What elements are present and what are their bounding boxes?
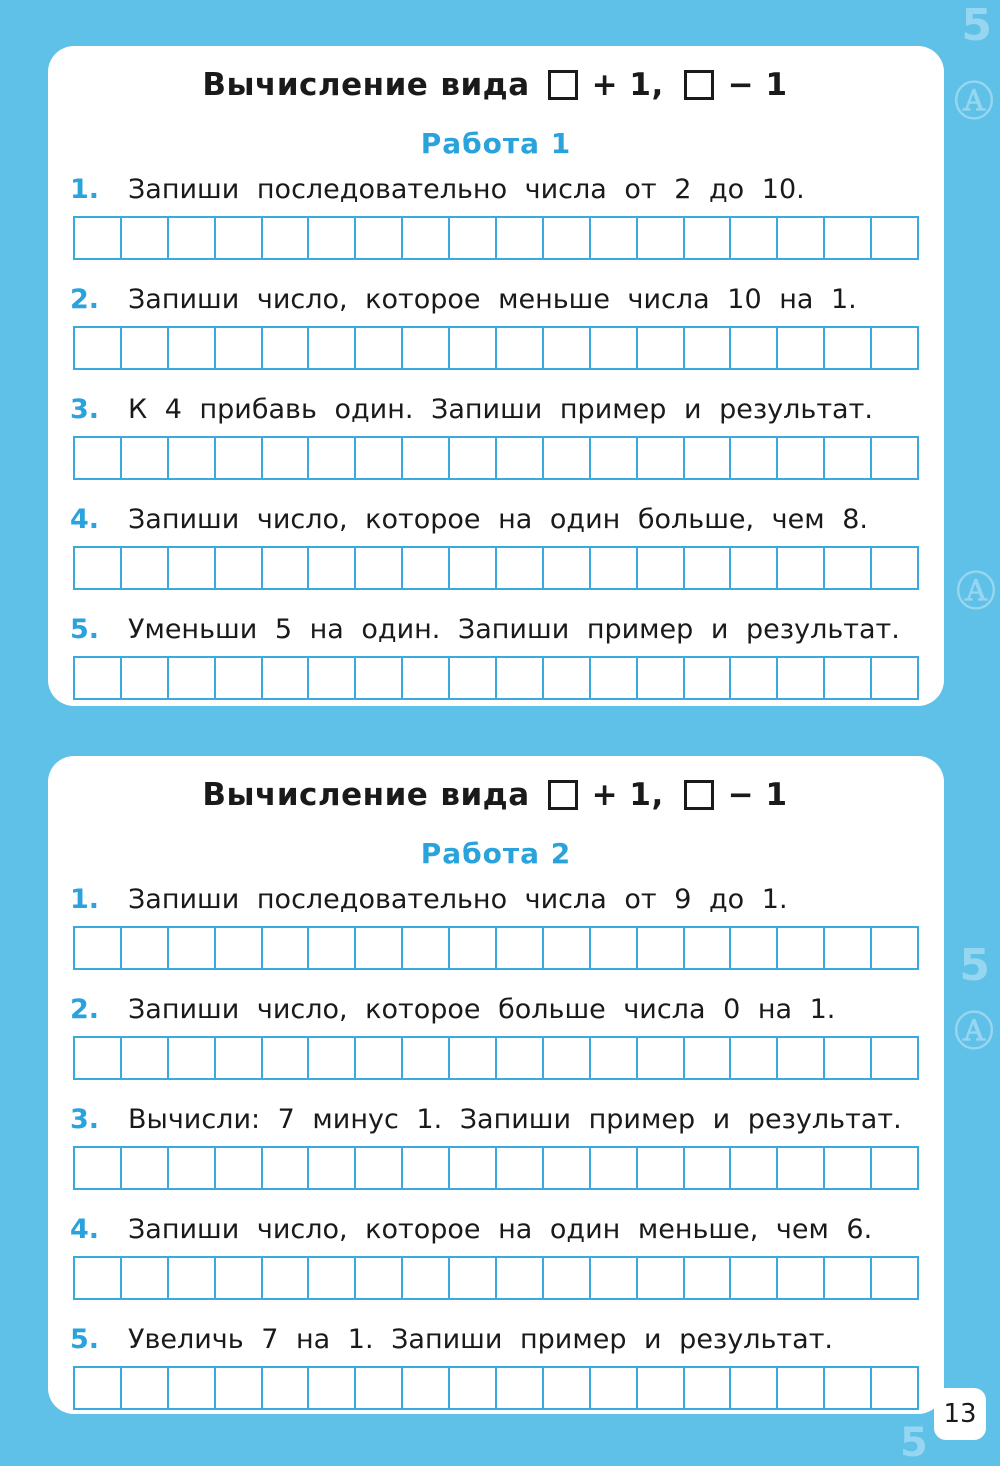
grid-cell[interactable] xyxy=(309,1038,356,1078)
grid-cell[interactable] xyxy=(825,1258,872,1298)
heading-plus-one: + 1, xyxy=(591,777,664,813)
grid-cell[interactable] xyxy=(731,1038,778,1078)
grid-cell[interactable] xyxy=(778,1148,825,1188)
grid-cell[interactable] xyxy=(75,928,122,968)
grid-cell[interactable] xyxy=(263,218,310,258)
worksheet-card-1 xyxy=(48,46,944,706)
grid-cell[interactable] xyxy=(544,658,591,698)
grid-cell[interactable] xyxy=(309,928,356,968)
grid-cell[interactable] xyxy=(778,218,825,258)
grid-cell[interactable] xyxy=(216,1038,263,1078)
worksheet-card-2 xyxy=(48,756,944,1414)
grid-cell[interactable] xyxy=(731,438,778,478)
grid-cell[interactable] xyxy=(403,658,450,698)
grid-cell[interactable] xyxy=(685,1038,732,1078)
grid-cell[interactable] xyxy=(825,548,872,588)
answer-grid[interactable] xyxy=(73,1036,919,1080)
grid-cell[interactable] xyxy=(356,928,403,968)
answer-grid[interactable] xyxy=(73,546,919,590)
grid-cell[interactable] xyxy=(356,218,403,258)
task-text: Увеличь 7 на 1. Запиши пример и результат. xyxy=(128,1324,834,1355)
grid-cell[interactable] xyxy=(122,928,169,968)
grid-cell[interactable] xyxy=(591,928,638,968)
worksheet-heading xyxy=(48,756,944,834)
grid-cell[interactable] xyxy=(309,548,356,588)
grid-cell[interactable] xyxy=(216,658,263,698)
grid-cell[interactable] xyxy=(403,548,450,588)
grid-cell[interactable] xyxy=(685,438,732,478)
grid-cell[interactable] xyxy=(638,218,685,258)
grid-cell[interactable] xyxy=(309,1258,356,1298)
heading-minus-one: − 1 xyxy=(727,67,788,103)
grid-cell[interactable] xyxy=(122,1038,169,1078)
task-item xyxy=(48,874,944,984)
grid-cell[interactable] xyxy=(122,328,169,368)
grid-cell[interactable] xyxy=(638,548,685,588)
task-item xyxy=(48,1204,944,1314)
grid-cell[interactable] xyxy=(309,218,356,258)
grid-cell[interactable] xyxy=(591,658,638,698)
worksheet-subtitle: Работа 1 xyxy=(420,127,572,160)
grid-cell[interactable] xyxy=(403,218,450,258)
grid-cell[interactable] xyxy=(216,928,263,968)
task-item xyxy=(48,1314,944,1424)
grid-cell[interactable] xyxy=(497,548,544,588)
page-number: 13 xyxy=(934,1388,986,1440)
grid-cell[interactable] xyxy=(356,548,403,588)
grid-cell[interactable] xyxy=(309,1148,356,1188)
grid-cell[interactable] xyxy=(356,1038,403,1078)
grid-cell[interactable] xyxy=(169,328,216,368)
grid-cell[interactable] xyxy=(75,548,122,588)
grid-cell[interactable] xyxy=(731,1368,778,1408)
grid-cell[interactable] xyxy=(169,218,216,258)
grid-cell[interactable] xyxy=(872,928,917,968)
grid-cell[interactable] xyxy=(731,328,778,368)
task-number: 5. xyxy=(70,1324,100,1355)
grid-cell[interactable] xyxy=(544,548,591,588)
grid-cell[interactable] xyxy=(731,548,778,588)
grid-cell[interactable] xyxy=(122,658,169,698)
grid-cell[interactable] xyxy=(169,1038,216,1078)
grid-cell[interactable] xyxy=(825,1368,872,1408)
grid-cell[interactable] xyxy=(685,1148,732,1188)
grid-cell[interactable] xyxy=(872,658,917,698)
grid-cell[interactable] xyxy=(216,1148,263,1188)
grid-cell[interactable] xyxy=(75,1038,122,1078)
task-text: Запиши число, которое на один больше, чем 8. xyxy=(128,504,868,535)
grid-cell[interactable] xyxy=(685,658,732,698)
grid-cell[interactable] xyxy=(122,218,169,258)
grid-cell[interactable] xyxy=(450,218,497,258)
grid-cell[interactable] xyxy=(497,328,544,368)
grid-cell[interactable] xyxy=(591,218,638,258)
grid-cell[interactable] xyxy=(263,548,310,588)
grid-cell[interactable] xyxy=(403,1368,450,1408)
grid-cell[interactable] xyxy=(122,548,169,588)
grid-cell[interactable] xyxy=(778,1368,825,1408)
grid-cell[interactable] xyxy=(825,928,872,968)
doodle-letter-a-icon: Ⓐ xyxy=(956,569,996,615)
task-item xyxy=(48,984,944,1094)
grid-cell[interactable] xyxy=(591,1258,638,1298)
grid-cell[interactable] xyxy=(685,928,732,968)
task-number: 1. xyxy=(70,174,100,205)
grid-cell[interactable] xyxy=(122,438,169,478)
grid-cell[interactable] xyxy=(309,658,356,698)
blank-square-icon xyxy=(548,70,578,100)
task-text: Запиши число, которое на один меньше, чем 6. xyxy=(128,1214,873,1245)
grid-cell[interactable] xyxy=(497,1038,544,1078)
grid-cell[interactable] xyxy=(544,328,591,368)
heading-word: вида xyxy=(440,777,530,813)
grid-cell[interactable] xyxy=(638,438,685,478)
grid-cell[interactable] xyxy=(309,438,356,478)
grid-cell[interactable] xyxy=(872,1038,917,1078)
grid-cell[interactable] xyxy=(778,658,825,698)
grid-cell[interactable] xyxy=(872,1368,917,1408)
grid-cell[interactable] xyxy=(216,328,263,368)
grid-cell[interactable] xyxy=(638,658,685,698)
task-number: 1. xyxy=(70,884,100,915)
task-text: Запиши последовательно числа от 9 до 1. xyxy=(128,884,788,915)
blank-square-icon xyxy=(548,780,578,810)
grid-cell[interactable] xyxy=(122,1148,169,1188)
grid-cell[interactable] xyxy=(263,1368,310,1408)
answer-grid[interactable] xyxy=(73,1146,919,1190)
grid-cell[interactable] xyxy=(403,1258,450,1298)
grid-cell[interactable] xyxy=(497,218,544,258)
task-text: Вычисли: 7 минус 1. Запиши пример и результат. xyxy=(128,1104,902,1135)
grid-cell[interactable] xyxy=(591,438,638,478)
grid-cell[interactable] xyxy=(403,928,450,968)
task-text: Запиши последовательно числа от 2 до 10. xyxy=(128,174,805,205)
grid-cell[interactable] xyxy=(216,1368,263,1408)
task-number: 3. xyxy=(70,1104,100,1135)
grid-cell[interactable] xyxy=(75,1148,122,1188)
grid-cell[interactable] xyxy=(872,438,917,478)
grid-cell[interactable] xyxy=(216,548,263,588)
grid-cell[interactable] xyxy=(825,1038,872,1078)
doodle-five-icon: 5 xyxy=(900,1420,928,1466)
task-number: 5. xyxy=(70,614,100,645)
grid-cell[interactable] xyxy=(591,1368,638,1408)
grid-cell[interactable] xyxy=(778,1258,825,1298)
grid-cell[interactable] xyxy=(403,1038,450,1078)
grid-cell[interactable] xyxy=(638,928,685,968)
worksheet-subtitle: Работа 2 xyxy=(420,837,572,870)
grid-cell[interactable] xyxy=(169,928,216,968)
heading-word: вида xyxy=(440,67,530,103)
grid-cell[interactable] xyxy=(403,328,450,368)
grid-cell[interactable] xyxy=(75,1258,122,1298)
grid-cell[interactable] xyxy=(450,928,497,968)
doodle-letter-a-icon: Ⓐ xyxy=(954,1009,994,1055)
doodle-five-icon: 5 xyxy=(959,940,990,991)
grid-cell[interactable] xyxy=(356,658,403,698)
heading-word: Вычисление xyxy=(202,777,429,813)
answer-grid[interactable] xyxy=(73,326,919,370)
grid-cell[interactable] xyxy=(356,328,403,368)
grid-cell[interactable] xyxy=(638,1038,685,1078)
grid-cell[interactable] xyxy=(825,218,872,258)
blank-square-icon xyxy=(684,780,714,810)
task-item xyxy=(48,1094,944,1204)
grid-cell[interactable] xyxy=(872,328,917,368)
grid-cell[interactable] xyxy=(75,438,122,478)
grid-cell[interactable] xyxy=(75,1368,122,1408)
grid-cell[interactable] xyxy=(778,328,825,368)
worksheet-heading xyxy=(48,46,944,124)
grid-cell[interactable] xyxy=(450,1368,497,1408)
answer-grid[interactable] xyxy=(73,1256,919,1300)
answer-grid[interactable] xyxy=(73,216,919,260)
grid-cell[interactable] xyxy=(825,328,872,368)
grid-cell[interactable] xyxy=(263,328,310,368)
task-text: Уменьши 5 на один. Запиши пример и результат. xyxy=(128,614,900,645)
grid-cell[interactable] xyxy=(638,1368,685,1408)
grid-cell[interactable] xyxy=(309,328,356,368)
task-number: 4. xyxy=(70,1214,100,1245)
grid-cell[interactable] xyxy=(544,1038,591,1078)
grid-cell[interactable] xyxy=(75,218,122,258)
grid-cell[interactable] xyxy=(263,658,310,698)
grid-cell[interactable] xyxy=(263,1148,310,1188)
task-text: Запиши число, которое меньше числа 10 на 1. xyxy=(128,284,857,315)
grid-cell[interactable] xyxy=(685,1368,732,1408)
answer-grid[interactable] xyxy=(73,926,919,970)
grid-cell[interactable] xyxy=(591,548,638,588)
grid-cell[interactable] xyxy=(450,328,497,368)
grid-cell[interactable] xyxy=(216,1258,263,1298)
grid-cell[interactable] xyxy=(544,438,591,478)
answer-grid[interactable] xyxy=(73,656,919,700)
grid-cell[interactable] xyxy=(778,1038,825,1078)
task-text: К 4 прибавь один. Запиши пример и результат. xyxy=(128,394,873,425)
grid-cell[interactable] xyxy=(169,438,216,478)
grid-cell[interactable] xyxy=(497,658,544,698)
heading-minus-one: − 1 xyxy=(727,777,788,813)
grid-cell[interactable] xyxy=(731,1258,778,1298)
grid-cell[interactable] xyxy=(638,1148,685,1188)
grid-cell[interactable] xyxy=(778,548,825,588)
grid-cell[interactable] xyxy=(872,1148,917,1188)
grid-cell[interactable] xyxy=(450,438,497,478)
grid-cell[interactable] xyxy=(872,548,917,588)
heading-word: Вычисление xyxy=(202,67,429,103)
grid-cell[interactable] xyxy=(263,1038,310,1078)
grid-cell[interactable] xyxy=(450,548,497,588)
grid-cell[interactable] xyxy=(778,928,825,968)
task-number: 4. xyxy=(70,504,100,535)
grid-cell[interactable] xyxy=(356,1148,403,1188)
grid-cell[interactable] xyxy=(450,658,497,698)
grid-cell[interactable] xyxy=(356,1258,403,1298)
grid-cell[interactable] xyxy=(591,328,638,368)
grid-cell[interactable] xyxy=(591,1038,638,1078)
grid-cell[interactable] xyxy=(731,658,778,698)
grid-cell[interactable] xyxy=(685,1258,732,1298)
grid-cell[interactable] xyxy=(450,1148,497,1188)
doodle-letter-a-icon: Ⓐ xyxy=(954,79,994,125)
grid-cell[interactable] xyxy=(544,1148,591,1188)
grid-cell[interactable] xyxy=(731,218,778,258)
grid-cell[interactable] xyxy=(169,548,216,588)
grid-cell[interactable] xyxy=(497,1148,544,1188)
grid-cell[interactable] xyxy=(778,438,825,478)
grid-cell[interactable] xyxy=(122,1368,169,1408)
grid-cell[interactable] xyxy=(309,1368,356,1408)
task-number: 2. xyxy=(70,284,100,315)
answer-grid[interactable] xyxy=(73,1366,919,1410)
task-item xyxy=(48,274,944,384)
grid-cell[interactable] xyxy=(685,328,732,368)
grid-cell[interactable] xyxy=(450,1038,497,1078)
task-number: 2. xyxy=(70,994,100,1025)
grid-cell[interactable] xyxy=(497,1258,544,1298)
grid-cell[interactable] xyxy=(731,928,778,968)
grid-cell[interactable] xyxy=(263,438,310,478)
grid-cell[interactable] xyxy=(638,328,685,368)
task-item xyxy=(48,384,944,494)
grid-cell[interactable] xyxy=(825,438,872,478)
grid-cell[interactable] xyxy=(591,1148,638,1188)
heading-plus-one: + 1, xyxy=(591,67,664,103)
task-text: Запиши число, которое больше числа 0 на 1. xyxy=(128,994,836,1025)
grid-cell[interactable] xyxy=(122,1258,169,1298)
grid-cell[interactable] xyxy=(216,438,263,478)
grid-cell[interactable] xyxy=(356,438,403,478)
grid-cell[interactable] xyxy=(263,1258,310,1298)
grid-cell[interactable] xyxy=(825,1148,872,1188)
grid-cell[interactable] xyxy=(544,1368,591,1408)
grid-cell[interactable] xyxy=(544,928,591,968)
doodle-five-icon: 5 xyxy=(961,0,992,51)
grid-cell[interactable] xyxy=(544,218,591,258)
grid-cell[interactable] xyxy=(685,548,732,588)
grid-cell[interactable] xyxy=(638,1258,685,1298)
grid-cell[interactable] xyxy=(356,1368,403,1408)
grid-cell[interactable] xyxy=(872,218,917,258)
grid-cell[interactable] xyxy=(169,658,216,698)
task-number: 3. xyxy=(70,394,100,425)
grid-cell[interactable] xyxy=(169,1258,216,1298)
grid-cell[interactable] xyxy=(497,438,544,478)
grid-cell[interactable] xyxy=(216,218,263,258)
grid-cell[interactable] xyxy=(685,218,732,258)
grid-cell[interactable] xyxy=(169,1368,216,1408)
task-item xyxy=(48,604,944,714)
grid-cell[interactable] xyxy=(825,658,872,698)
grid-cell[interactable] xyxy=(497,928,544,968)
grid-cell[interactable] xyxy=(497,1368,544,1408)
grid-cell[interactable] xyxy=(263,928,310,968)
blank-square-icon xyxy=(684,70,714,100)
grid-cell[interactable] xyxy=(403,438,450,478)
grid-cell[interactable] xyxy=(731,1148,778,1188)
grid-cell[interactable] xyxy=(403,1148,450,1188)
grid-cell[interactable] xyxy=(75,328,122,368)
grid-cell[interactable] xyxy=(450,1258,497,1298)
grid-cell[interactable] xyxy=(169,1148,216,1188)
task-item xyxy=(48,164,944,274)
grid-cell[interactable] xyxy=(75,658,122,698)
answer-grid[interactable] xyxy=(73,436,919,480)
grid-cell[interactable] xyxy=(872,1258,917,1298)
grid-cell[interactable] xyxy=(544,1258,591,1298)
task-item xyxy=(48,494,944,604)
